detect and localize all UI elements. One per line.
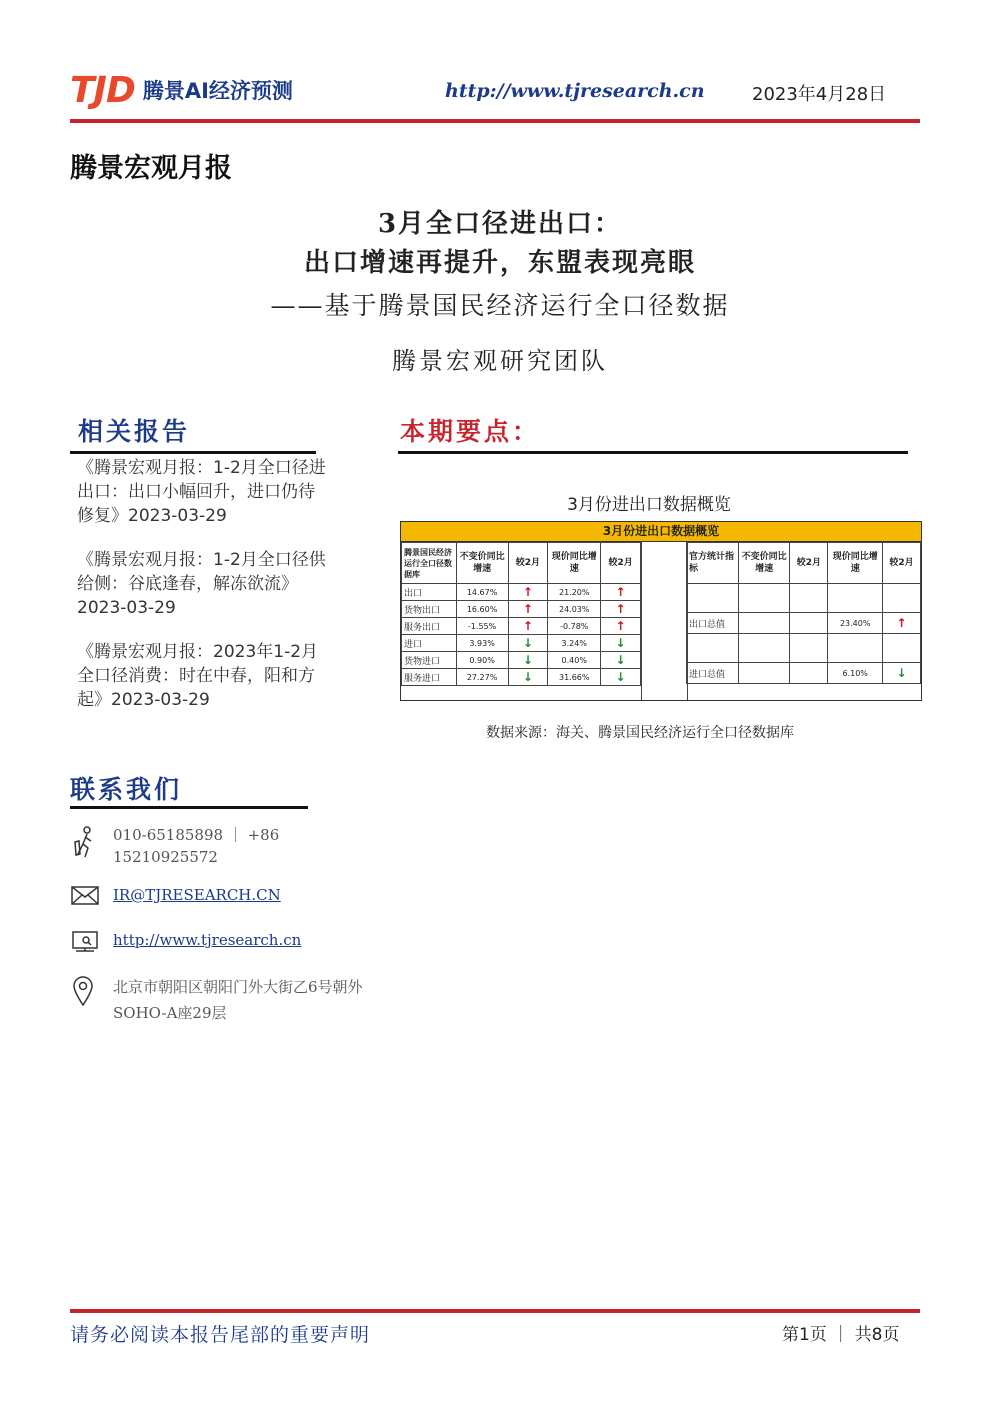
location-pin-icon bbox=[70, 974, 104, 1008]
related-divider bbox=[70, 451, 316, 454]
table-row bbox=[402, 618, 641, 635]
page-number: 第1页 ｜ 共8页 bbox=[782, 1325, 900, 1345]
table-row bbox=[687, 663, 921, 684]
table-cell bbox=[828, 634, 883, 663]
related-report-item[interactable]: 《腾景宏观月报：1-2月全口径供给侧：谷底逢春，解冻欲流》2023-03-29 bbox=[77, 550, 326, 618]
contact-phone-row bbox=[70, 824, 370, 870]
contact-address-row bbox=[70, 974, 370, 1024]
table-row bbox=[402, 601, 641, 618]
table-cell: 31.66% bbox=[548, 669, 601, 686]
arrow-down-icon: ↓ bbox=[508, 652, 548, 669]
table-cell: 23.40% bbox=[828, 613, 883, 634]
arrow-up-icon: ↑ bbox=[508, 601, 548, 618]
table-header: 较2月 bbox=[508, 543, 548, 584]
mail-icon bbox=[70, 884, 104, 918]
logo-mark: TJD bbox=[70, 69, 135, 111]
table-cell: 27.27% bbox=[456, 669, 508, 686]
contact-website-link[interactable]: http://www.tjresearch.cn bbox=[113, 931, 302, 949]
row-label-cell bbox=[687, 584, 739, 613]
footer-disclaimer-note: 请务必阅读本报告尾部的重要声明 bbox=[70, 1324, 371, 1346]
table-header: 现价同比增速 bbox=[548, 543, 601, 584]
contact-phone: 010-65185898 ｜ +86 15210925572 bbox=[113, 826, 280, 866]
table-row bbox=[402, 669, 641, 686]
table-header: 较2月 bbox=[601, 543, 641, 584]
table-banner: 3月份进出口数据概览 bbox=[401, 522, 921, 542]
trade-data-table bbox=[400, 521, 922, 701]
table-cell: -0.78% bbox=[548, 618, 601, 635]
table-header: 不变价同比增速 bbox=[456, 543, 508, 584]
table-caption: 3月份进出口数据概览 bbox=[567, 495, 731, 515]
table-row bbox=[687, 634, 921, 663]
table-cell bbox=[790, 634, 828, 663]
arrow-down-icon: ↓ bbox=[508, 669, 548, 686]
table-header: 官方统计指标 bbox=[687, 543, 739, 584]
arrow-down-icon: ↓ bbox=[883, 663, 921, 684]
arrow-up-icon: ↑ bbox=[508, 584, 548, 601]
table-cell: -1.55% bbox=[456, 618, 508, 635]
row-label-cell: 服务进口 bbox=[402, 669, 457, 686]
arrow-down-icon: ↓ bbox=[508, 635, 548, 652]
row-label-cell: 出口 bbox=[402, 584, 457, 601]
subtitle: ——基于腾景国民经济运行全口径数据 bbox=[270, 291, 730, 320]
table-header: 不变价同比增速 bbox=[738, 543, 790, 584]
table-cell bbox=[738, 613, 790, 634]
arrow-down-icon: ↓ bbox=[601, 669, 641, 686]
table-cell bbox=[738, 584, 790, 613]
table-cell: 14.67% bbox=[456, 584, 508, 601]
report-series: 腾景宏观月报 bbox=[70, 153, 232, 184]
arrow-up-icon: ↑ bbox=[601, 584, 641, 601]
table-cell: 0.40% bbox=[548, 652, 601, 669]
table-header: 腾景国民经济运行全口径数据库 bbox=[402, 543, 457, 584]
author: 腾景宏观研究团队 bbox=[392, 347, 608, 375]
title-block bbox=[70, 205, 930, 376]
table-header: 较2月 bbox=[883, 543, 921, 584]
related-reports-list bbox=[77, 456, 327, 732]
table-cell bbox=[738, 663, 790, 684]
table-cell: 16.60% bbox=[456, 601, 508, 618]
table-cell bbox=[790, 613, 828, 634]
table-cell bbox=[883, 634, 921, 663]
title-line-2: 出口增速再提升，东盟表现亮眼 bbox=[303, 248, 696, 278]
contact-address: 北京市朝阳区朝阳门外大街乙6号朝外SOHO-A座29层 bbox=[113, 978, 363, 1022]
key-points-divider bbox=[398, 451, 908, 454]
table-cell: 0.90% bbox=[456, 652, 508, 669]
contact-email-link[interactable]: IR@TJRESEARCH.CN bbox=[113, 886, 281, 904]
table-row bbox=[402, 584, 641, 601]
table-row bbox=[687, 613, 921, 634]
table-cell bbox=[790, 663, 828, 684]
contact-heading: 联系我们 bbox=[70, 775, 183, 804]
contact-website-row bbox=[70, 929, 370, 957]
table-header: 现价同比增速 bbox=[828, 543, 883, 584]
row-label-cell: 进口 bbox=[402, 635, 457, 652]
header-url-link[interactable]: http://www.tjresearch.cn bbox=[445, 80, 705, 102]
arrow-up-icon: ↑ bbox=[601, 601, 641, 618]
table-cell: 6.10% bbox=[828, 663, 883, 684]
arrow-up-icon: ↑ bbox=[508, 618, 548, 635]
arrow-up-icon: ↑ bbox=[883, 613, 921, 634]
table-header: 较2月 bbox=[790, 543, 828, 584]
contact-divider bbox=[70, 806, 308, 809]
footer-divider bbox=[70, 1309, 920, 1313]
key-points-heading: 本期要点： bbox=[400, 417, 541, 446]
logo-text: 腾景AI经济预测 bbox=[142, 79, 293, 103]
header-divider bbox=[70, 119, 920, 123]
monitor-icon bbox=[70, 929, 104, 963]
table-cell bbox=[738, 634, 790, 663]
table-row bbox=[687, 584, 921, 613]
table-gap bbox=[641, 542, 688, 700]
table-cell bbox=[883, 584, 921, 613]
table-cell: 21.20% bbox=[548, 584, 601, 601]
title-line-1: 3月全口径进出口： bbox=[377, 209, 623, 239]
table-row bbox=[402, 652, 641, 669]
row-label-cell: 货物出口 bbox=[402, 601, 457, 618]
table-cell: 3.93% bbox=[456, 635, 508, 652]
report-date: 2023年4月28日 bbox=[752, 84, 887, 105]
arrow-down-icon: ↓ bbox=[601, 652, 641, 669]
table-right bbox=[686, 542, 921, 684]
row-label-cell: 进口总值 bbox=[687, 663, 739, 684]
row-label-cell: 出口总值 bbox=[687, 613, 739, 634]
row-label-cell: 货物进口 bbox=[402, 652, 457, 669]
phone-icon bbox=[70, 824, 104, 858]
table-cell bbox=[790, 584, 828, 613]
related-report-item[interactable]: 《腾景宏观月报：1-2月全口径进出口：出口小幅回升，进口仍待修复》2023-03-29 bbox=[77, 458, 326, 526]
table-row bbox=[402, 635, 641, 652]
row-label-cell: 服务出口 bbox=[402, 618, 457, 635]
contact-email-row bbox=[70, 884, 370, 910]
related-report-item[interactable]: 《腾景宏观月报：2023年1-2月全口径消费：时在中春，阳和方起》2023-03-29 bbox=[77, 642, 319, 710]
arrow-down-icon: ↓ bbox=[601, 635, 641, 652]
table-cell bbox=[828, 584, 883, 613]
table-cell: 24.03% bbox=[548, 601, 601, 618]
arrow-up-icon: ↑ bbox=[601, 618, 641, 635]
table-cell: 3.24% bbox=[548, 635, 601, 652]
table-left bbox=[401, 542, 641, 686]
data-source: 数据来源：海关、腾景国民经济运行全口径数据库 bbox=[486, 725, 794, 741]
related-reports-heading: 相关报告 bbox=[78, 417, 191, 446]
row-label-cell bbox=[687, 634, 739, 663]
company-logo bbox=[70, 70, 293, 110]
